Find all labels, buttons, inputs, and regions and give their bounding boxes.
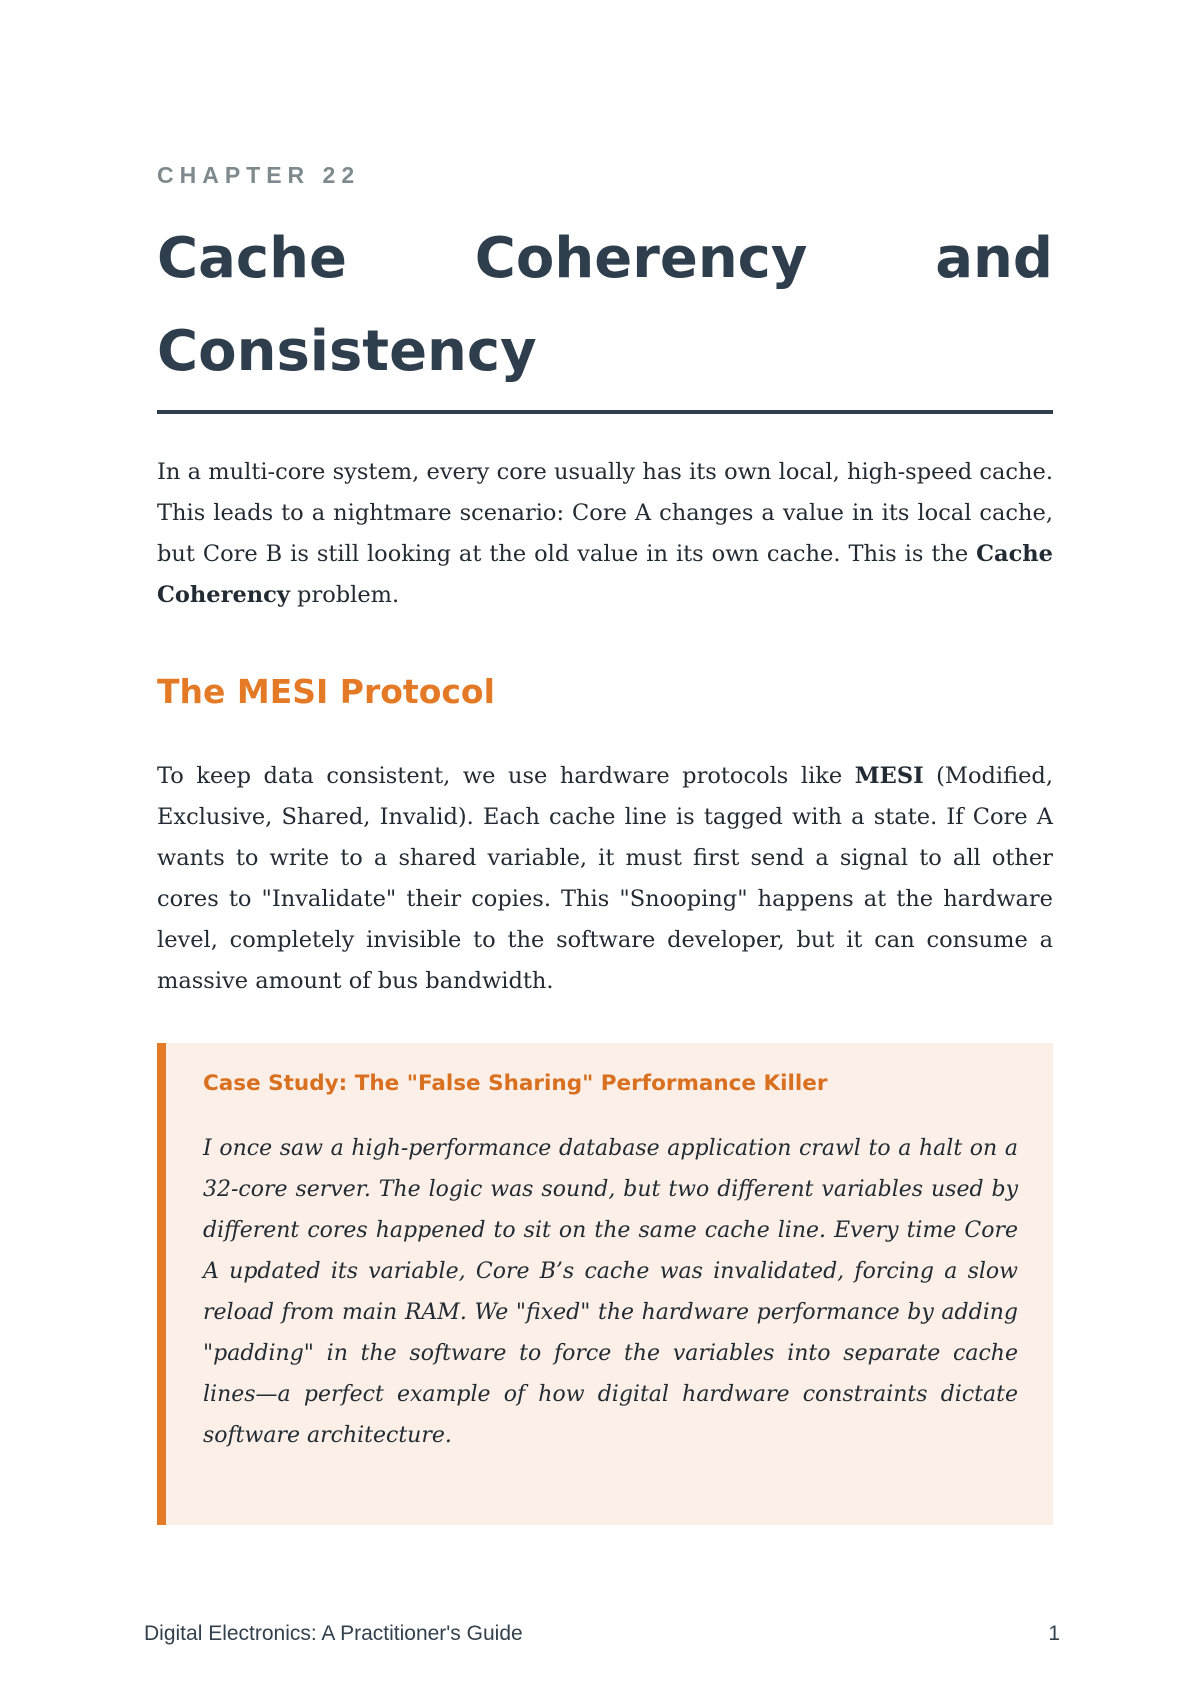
chapter-title: Cache Coherency and Consistency — [157, 226, 1053, 384]
mesi-text-end: (Modified, Exclusive, Shared, Invalid). Each cache line is tagged with a state. If Core A wants to write to a shared variable, it must first send a signal to all other cores to "Invalidate" their copies. This "Snooping" happens at the hardware level, completely invisible to the software developer, but it can consume a massive amount of bus bandwidth. — [157, 763, 1053, 994]
mesi-paragraph — [157, 756, 1053, 1002]
footer-page-number: 1 — [1048, 1622, 1060, 1645]
mesi-text-start: To keep data consistent, we use hardware protocols like — [157, 763, 855, 789]
intro-text-start: In a multi-core system, every core usually has its own local, high-speed cache. This leads to a nightmare scenario: Core A changes a value in its local cache, but Core B is still looking at the old value in its own cache. This is the — [157, 459, 1053, 567]
mesi-bold-term: MESI — [854, 763, 924, 789]
title-divider — [157, 410, 1053, 414]
chapter-label: CHAPTER 22 — [157, 162, 361, 188]
case-study-title: Case Study: The "False Sharing" Performance Killer — [203, 1071, 828, 1096]
case-study-callout — [157, 1043, 1053, 1525]
intro-bold-term: Cache Coherency — [157, 541, 1053, 608]
case-study-text: I once saw a high-performance database application crawl to a halt on a 32-core server. The logic was sound, but two different variables used by different cores happened to sit on the same cache line. Every time Core A updated its variable, Core B’s cache was invalidated, forcing a slow reload from main RAM. We "fixed" the hardware performance by adding "padding" in the software to force the variables into separate cache lines—a perfect example of how digital hardware constraints dictate software architecture. — [203, 1136, 1018, 1448]
intro-paragraph — [157, 452, 1053, 616]
footer-book-title: Digital Electronics: A Practitioner's Guide — [144, 1622, 523, 1645]
intro-text-end: problem. — [289, 582, 400, 608]
section-heading: The MESI Protocol — [157, 672, 495, 711]
